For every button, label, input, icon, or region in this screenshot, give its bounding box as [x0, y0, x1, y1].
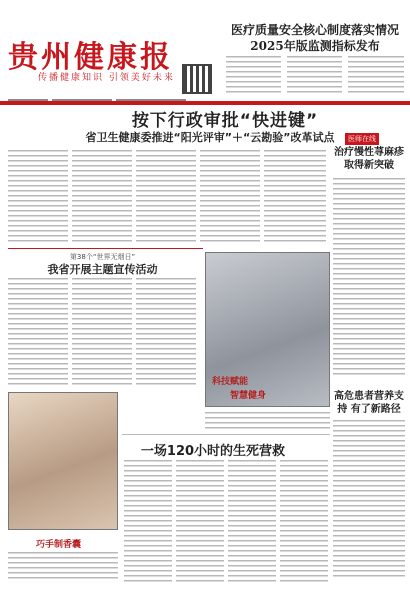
section-body-col1	[8, 278, 68, 388]
bottom-body-col4	[280, 460, 328, 582]
right-column-tag: 医师在线	[345, 133, 379, 145]
section-divider	[8, 248, 203, 249]
photo-caption-line2: 智慧健身	[230, 391, 267, 401]
masthead-divider	[0, 101, 410, 105]
section-headline: 我省开展主题宣传活动	[47, 263, 158, 276]
bottom-body-col3	[228, 460, 276, 582]
top-right-body-col1	[226, 56, 281, 96]
top-right-body-col3	[348, 56, 404, 96]
sachet-photo-caption: 巧手制香囊	[36, 540, 82, 550]
lead-body-col1	[8, 150, 68, 245]
lead-body-col5	[264, 150, 326, 245]
lead-body-col3	[136, 150, 196, 245]
publication-info	[8, 90, 213, 98]
right-column-body-2	[333, 420, 405, 580]
right-column-headline-2: 高危患者营养支持 有了新路径	[334, 391, 404, 415]
lead-body-col2	[72, 150, 132, 245]
section-body-col3	[136, 278, 196, 388]
bottom-headline: 一场120小时的生死营救	[140, 444, 286, 459]
section-kicker: 第38个“世界无烟日”	[69, 253, 136, 261]
sachet-photo	[8, 392, 118, 530]
lead-headline: 按下行政审批“快进键”	[131, 111, 319, 131]
section-body-col2	[72, 278, 132, 388]
photo-caption-body	[205, 412, 330, 430]
masthead-slogan: 传播健康知识 引领美好未来	[38, 73, 175, 83]
bottom-divider	[122, 434, 330, 435]
photo-caption-line1: 科技赋能	[212, 377, 249, 387]
sachet-photo-body	[8, 552, 118, 582]
lead-body-col4	[200, 150, 260, 245]
lead-subhead: 省卫生健康委推进“阳光评审”＋“云勘验”改革试点	[85, 131, 335, 144]
top-right-headline-line2: 2025年版监测指标发布	[250, 39, 380, 53]
right-column-headline-1: 治疗慢性荨麻疹 取得新突破	[334, 147, 404, 171]
right-column-body-1	[333, 178, 405, 378]
top-right-headline-line1: 医疗质量安全核心制度落实情况	[230, 23, 399, 37]
bottom-body-col2	[176, 460, 224, 582]
bottom-body-col1	[124, 460, 172, 582]
top-right-headline	[226, 22, 404, 54]
masthead-title: 贵州健康报	[8, 40, 173, 75]
top-right-body-col2	[287, 56, 342, 96]
